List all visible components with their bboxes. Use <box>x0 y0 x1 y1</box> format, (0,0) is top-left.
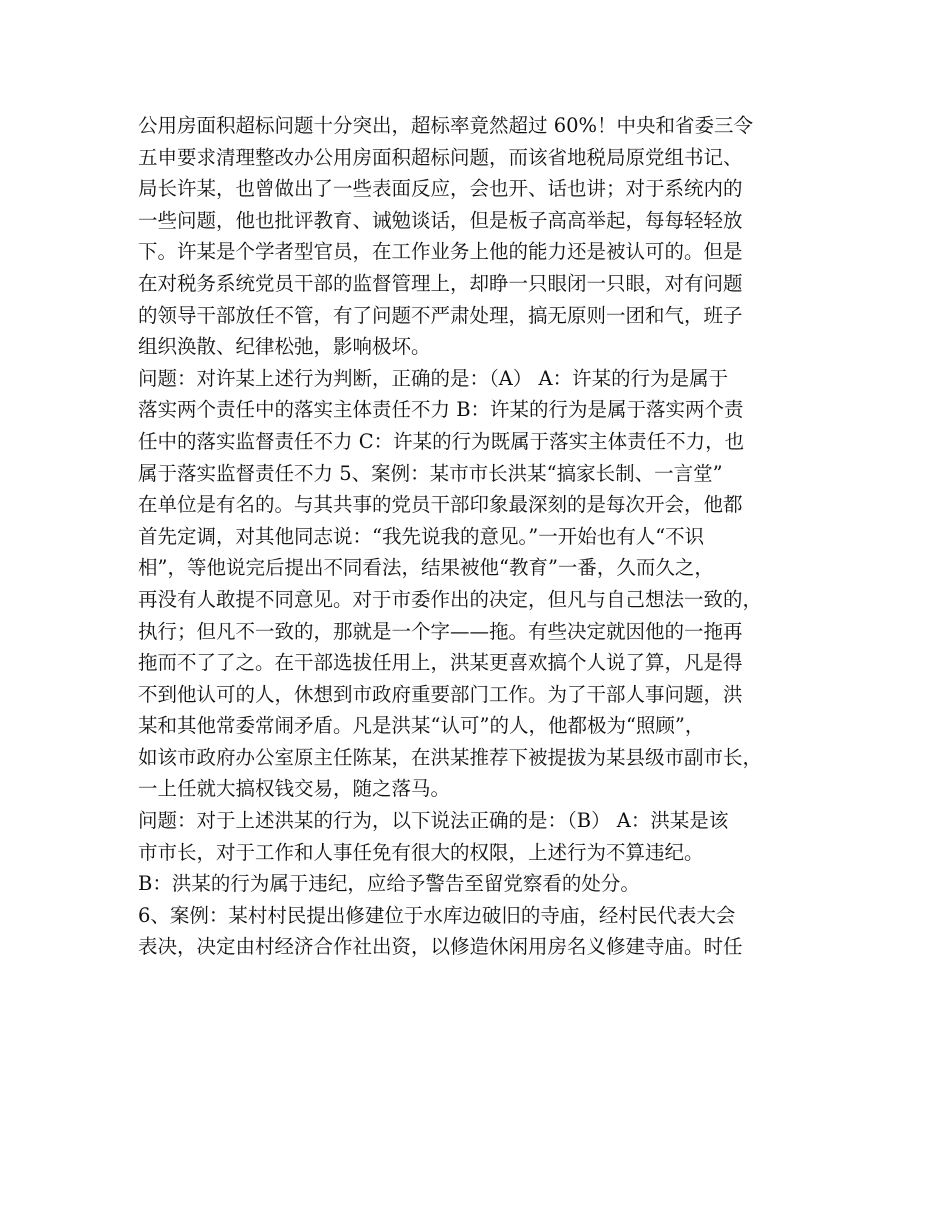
text-line: 公用房面积超标问题十分突出，超标率竟然超过 60%！中央和省委三令 <box>138 114 754 137</box>
text-line: 落实两个责任中的落实主体责任不力 B：许某的行为是属于落实两个责 <box>138 398 744 422</box>
text-line: 再没有人敢提不同意见。对于市委作出的决定，但凡与自己想法一致的， <box>138 587 763 611</box>
text-line: 在单位是有名的。与其共事的党员干部印象最深刻的是每次开会，他都 <box>138 493 743 517</box>
text-line: 在对税务系统党员干部的监督管理上，却睁一只眼闭一只眼，对有问题 <box>138 271 743 295</box>
text-line: 如该市政府办公室原主任陈某，在洪某推荐下被提拔为某县级市副市长， <box>138 745 763 769</box>
text-line: 执行；但凡不一致的，那就是一个字——拖。有些决定就因他的一拖再 <box>138 619 743 643</box>
text-line: 一上任就大搞权钱交易，随之落马。 <box>138 777 451 801</box>
text-line: 任中的落实监督责任不力 C：许某的行为既属于落实主体责任不力，也 <box>138 429 745 453</box>
text-line: 五申要求清理整改办公用房面积超标问题，而该省地税局原党组书记、 <box>138 145 743 169</box>
text-line: B：洪某的行为属于违纪，应给予警告至留党察看的处分。 <box>138 872 640 896</box>
text-line: 某和其他常委常闹矛盾。凡是洪某“认可”的人，他都极为“照顾”， <box>138 714 705 738</box>
text-line: 首先定调，对其他同志说：“我先说我的意见。”一开始也有人“不识 <box>138 524 705 548</box>
text-line: 拖而不了了之。在干部选拔任用上，洪某更喜欢搞个人说了算，凡是得 <box>138 651 743 675</box>
text-line: 下。许某是个学者型官员，在工作业务上他的能力还是被认可的。但是 <box>138 240 743 264</box>
text-line: 一些问题，他也批评教育、诫勉谈话，但是板子高高举起，每每轻轻放 <box>138 208 743 232</box>
text-line: 不到他认可的人，休想到市政府重要部门工作。为了干部人事问题，洪 <box>138 682 743 706</box>
text-line: 相”，等他说完后提出不同看法，结果被他“教育”一番，久而久之， <box>138 556 714 580</box>
text-line: 市市长，对于工作和人事任免有很大的权限，上述行为不算违纪。 <box>138 840 704 864</box>
text-line: 的领导干部放任不管，有了问题不严肃处理，搞无原则一团和气，班子 <box>138 303 743 327</box>
text-line: 属于落实监督责任不力 5、案例：某市市长洪某“搞家长制、一言堂” <box>138 461 723 485</box>
document-body-text <box>138 110 828 963</box>
text-line: 6、案例：某村村民提出修建位于水库边破旧的寺庙，经村民代表大会 <box>138 903 736 927</box>
text-line: 问题：对于上述洪某的行为，以下说法正确的是：（B） A：洪某是该 <box>138 809 729 833</box>
text-line: 表决，决定由村经济合作社出资，以修造休闲用房名义修建寺庙。时任 <box>138 935 743 959</box>
text-line: 组织涣散、纪律松弛，影响极坏。 <box>138 335 431 359</box>
text-line: 局长许某，也曾做出了一些表面反应，会也开、话也讲；对于系统内的 <box>138 177 743 201</box>
text-line: 问题：对许某上述行为判断，正确的是：（A） A：许某的行为是属于 <box>138 366 729 390</box>
